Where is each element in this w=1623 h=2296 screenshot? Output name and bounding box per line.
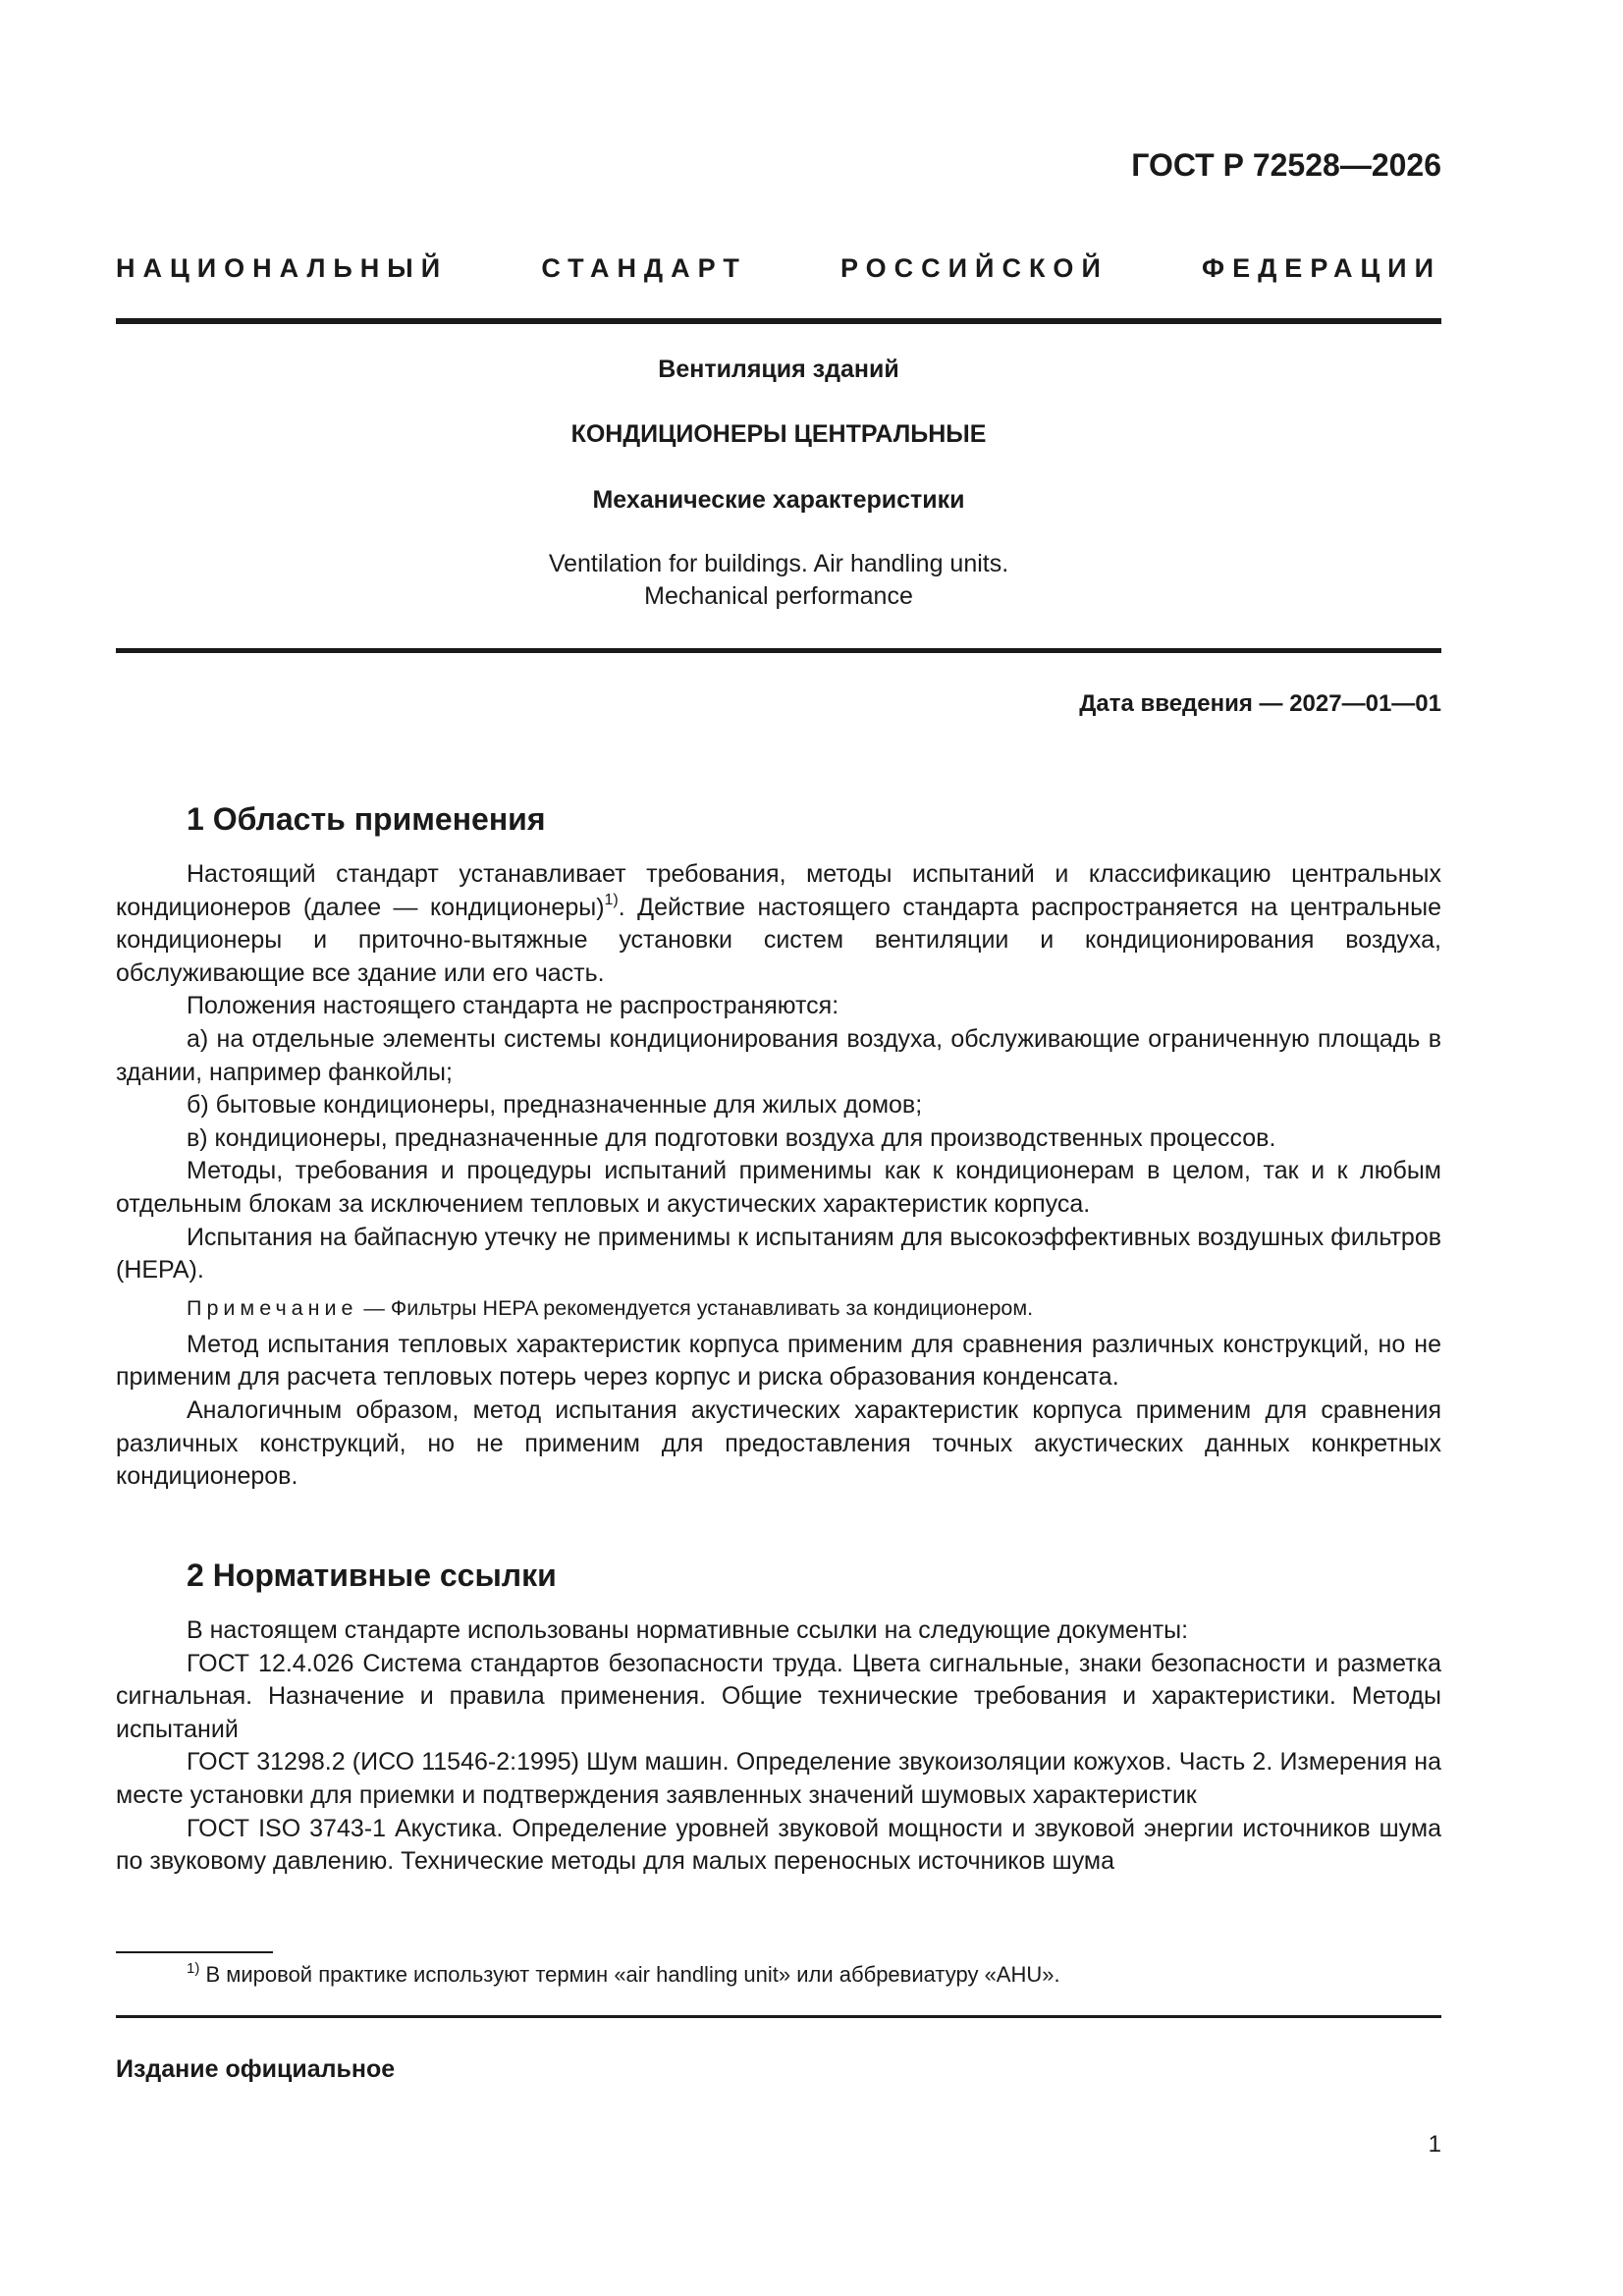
paragraph: Испытания на байпасную утечку не применимы к испытаниям для высокоэффективных воздушных фильтров (HEPA). — [116, 1223, 1441, 1285]
page-number: 1 — [1428, 2131, 1441, 2158]
reference-item: ГОСТ 31298.2 (ИСО 11546-2:1995) Шум машин. Определение звукоизоляции кожухов. Часть 2. Измерения на месте установки для приемки и подтверждения заявленных значений шумовых характеристик — [116, 1748, 1441, 1809]
paragraph: Положения настоящего стандарта не распространяются: — [187, 992, 839, 1020]
section-1-body — [116, 858, 1441, 1494]
section-1-heading: 1 Область применения — [187, 801, 546, 837]
official-edition-label: Издание официальное — [116, 2055, 396, 2083]
subtitle-bottom: Механические характеристики — [592, 486, 965, 514]
paragraph: Метод испытания тепловых характеристик корпуса применим для сравнения различных конструкций, но не применим для расчета тепловых потерь через корпус и риска образования конденсата. — [116, 1330, 1441, 1392]
main-title: КОНДИЦИОНЕРЫ ЦЕНТРАЛЬНЫЕ — [570, 420, 987, 448]
national-standard-title: НАЦИОНАЛЬНЫЙ СТАНДАРТ РОССИЙСКОЙ ФЕДЕРАЦИИ — [116, 253, 1441, 283]
paragraph: В настоящем стандарте использованы нормативные ссылки на следующие документы: — [187, 1616, 1189, 1644]
paragraph: Настоящий стандарт устанавливает требования, методы испытаний и классификацию центральных кондиционеров (далее — кондиционеры)$^{1)}$. Действие настоящего стандарта распространяется на центральные кондиционеры и приточно-вытяжные установки систем вентиляции и кондиционирования воздуха, обслуживающие все здание или его часть. — [116, 860, 1441, 987]
footnote-ref: 1) — [604, 891, 619, 908]
title-rule — [116, 648, 1441, 653]
footer-rule — [116, 2015, 1441, 2018]
footnote-text: В мировой практике используют термин «air handling unit» или аббревиатуру «AHU». — [199, 1962, 1060, 1987]
document-number: ГОСТ Р 72528—2026 — [1131, 147, 1441, 183]
english-title-line1: Ventilation for buildings. Air handling units. — [548, 550, 1009, 577]
section-2-body — [116, 1614, 1441, 1879]
section-2-heading: 2 Нормативные ссылки — [187, 1558, 557, 1593]
footnote — [187, 1962, 1060, 1988]
paragraph: Аналогичным образом, метод испытания акустических характеристик корпуса применим для сравнения различных конструкций, но не применим для предоставления точных акустических данных конкретных кондиционеров. — [116, 1395, 1441, 1491]
note-text: — Фильтры HEPA рекомендуется устанавливать за кондиционером. — [357, 1295, 1034, 1320]
list-item: в) кондиционеры, предназначенные для подготовки воздуха для производственных процессов. — [187, 1123, 1276, 1152]
note-label: Примечание — [187, 1295, 358, 1320]
footnote-separator — [116, 1951, 273, 1953]
paragraph: Методы, требования и процедуры испытаний применимы как к кондиционерам в целом, так и к любым отдельным блокам за исключением тепловых и акустических характеристик корпуса. — [116, 1157, 1441, 1218]
reference-item: ГОСТ ISO 3743-1 Акустика. Определение уровней звуковой мощности и звуковой энергии источников шума по звуковому давлению. Технические методы для малых переносных источников шума — [116, 1814, 1441, 1876]
list-item: а) на отдельные элементы системы кондиционирования воздуха, обслуживающие ограниченную площадь в здании, например фанкойлы; — [116, 1024, 1441, 1086]
list-item: б) бытовые кондиционеры, предназначенные для жилых домов; — [187, 1091, 923, 1120]
header-rule — [116, 318, 1441, 324]
introduction-date: Дата введения — 2027—01—01 — [1079, 690, 1441, 717]
note — [116, 1293, 1441, 1323]
english-title — [116, 548, 1441, 613]
footnote-marker: 1) — [187, 1960, 200, 1977]
reference-item: ГОСТ 12.4.026 Система стандартов безопасности труда. Цвета сигнальные, знаки безопасности и разметка сигнальная. Назначение и правила применения. Общие технические требования и характеристики. Методы испытаний — [116, 1649, 1441, 1743]
english-title-line2: Mechanical performance — [644, 582, 913, 610]
subtitle-top: Вентиляция зданий — [658, 355, 899, 383]
